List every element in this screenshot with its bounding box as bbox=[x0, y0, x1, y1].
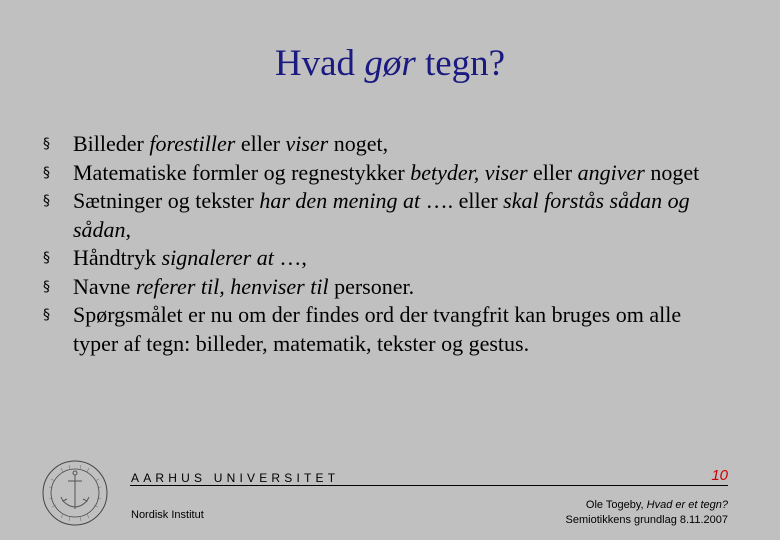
slide-title bbox=[0, 40, 780, 88]
title-part-3: tegn? bbox=[415, 43, 506, 84]
bullet-text: …, bbox=[273, 245, 307, 270]
author-line-2: Semiotikkens grundlag 8.11.2007 bbox=[565, 514, 728, 526]
bullet-item bbox=[40, 159, 730, 188]
bullet-text: personer. bbox=[328, 273, 415, 299]
bullet-marker-icon: § bbox=[43, 164, 50, 181]
bullet-text-italic: angiver bbox=[577, 159, 645, 185]
bullet-text: eller bbox=[235, 131, 286, 156]
bullet-marker-icon: § bbox=[43, 278, 50, 295]
talk-title: Hvad er et tegn? bbox=[646, 499, 728, 511]
bullet-item bbox=[40, 301, 730, 358]
university-seal-icon bbox=[41, 459, 109, 527]
footer-divider bbox=[130, 485, 728, 486]
bullet-text: Håndtryk bbox=[73, 245, 162, 270]
bullet-text: Matematiske formler og regnestykker bbox=[73, 159, 411, 185]
bullet-item bbox=[40, 273, 730, 302]
bullet-text: Sætninger og tekster bbox=[73, 188, 260, 213]
bullet-marker-icon: § bbox=[43, 250, 50, 266]
bullet-text: noget, bbox=[328, 131, 389, 156]
bullet-text-italic: har den mening at bbox=[259, 188, 421, 213]
bullet-text: Billeder bbox=[73, 131, 150, 156]
author-credit bbox=[566, 498, 728, 528]
bullet-item bbox=[40, 244, 730, 273]
bullet-text-italic: referer til, henviser til bbox=[135, 273, 329, 299]
university-name: AARHUS UNIVERSITET bbox=[131, 471, 340, 485]
bullet-text: noget bbox=[644, 159, 700, 185]
bullet-list bbox=[40, 130, 730, 358]
author-name: Ole Togeby, bbox=[585, 499, 647, 511]
author-line-1 bbox=[566, 498, 728, 513]
title-emphasis: gør bbox=[364, 43, 416, 84]
bullet-text: Navne bbox=[73, 273, 136, 299]
bullet-item bbox=[40, 187, 730, 244]
bullet-text-italic: viser bbox=[285, 131, 329, 156]
title-part-1: Hvad bbox=[274, 43, 365, 84]
bullet-text-italic: forestiller bbox=[149, 131, 236, 156]
bullet-text: Spørgsmålet er nu om der findes ord der tvangfrit kan bruges om alle typer af tegn: billeder, matematik, tekster og gestus. bbox=[73, 302, 682, 356]
institute-name: Nordisk Institut bbox=[131, 509, 204, 521]
bullet-item bbox=[40, 130, 730, 159]
bullet-text: …. eller bbox=[420, 188, 504, 213]
bullet-marker-icon: § bbox=[43, 136, 50, 152]
bullet-text-italic: signalerer at bbox=[161, 245, 274, 270]
bullet-text-italic: betyder, viser bbox=[410, 159, 528, 185]
bullet-text: eller bbox=[527, 159, 578, 185]
bullet-marker-icon: § bbox=[43, 307, 50, 323]
slide-number: 10 bbox=[711, 467, 728, 484]
bullet-text-italic: skal forstås sådan og sådan, bbox=[73, 188, 690, 242]
bullet-marker-icon: § bbox=[43, 193, 50, 209]
